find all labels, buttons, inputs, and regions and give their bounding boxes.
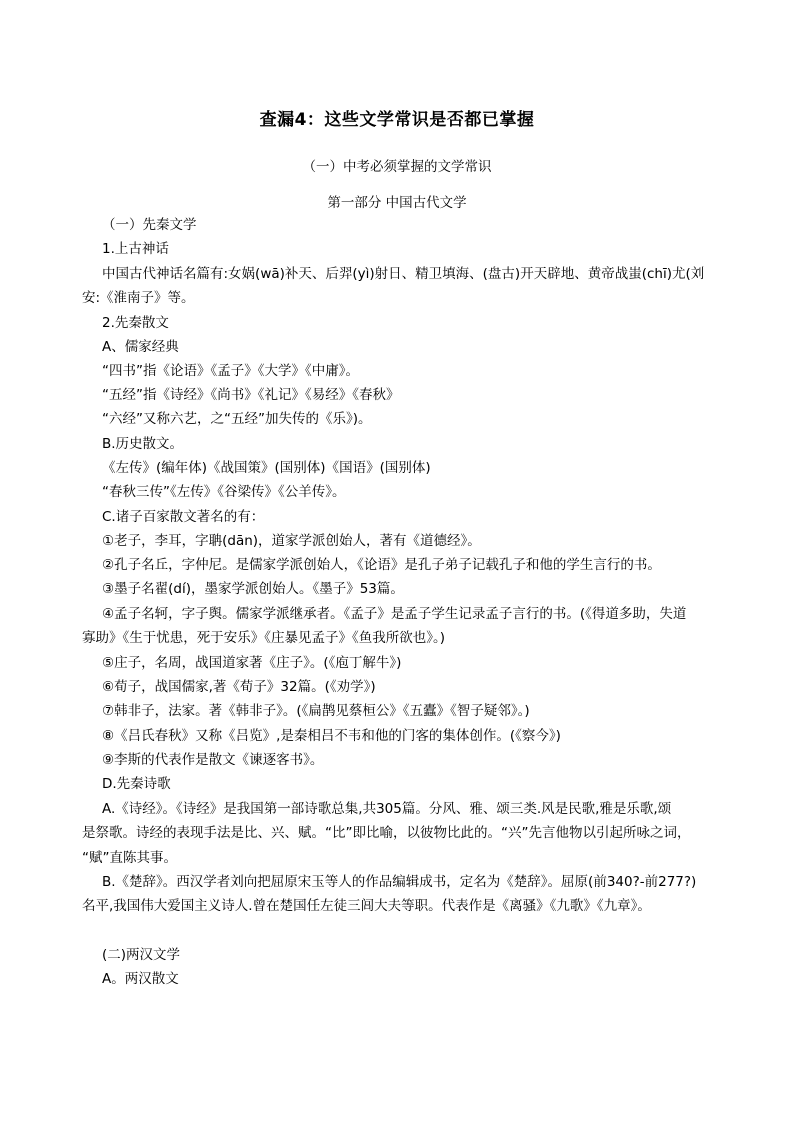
- item-mozi: ③墨子名翟(dí)，墨家学派创始人。《墨子》53篇。: [102, 581, 404, 597]
- paragraph-shijing-3: “赋”直陈其事。: [82, 850, 177, 866]
- text-three-commentaries: “春秋三传”《左传》《谷梁传》《公羊传》。: [102, 484, 346, 500]
- text-zuozhuan: 《左传》(编年体)《战国策》(国别体)《国语》(国别体): [102, 460, 431, 476]
- item-mencius-2: 寡助》《生于忧患，死于安乐》《庄暴见孟子》《鱼我所欲也》。): [82, 630, 446, 646]
- item-xunzi: ⑥荀子，战国儒家,著《荀子》32篇。(《劝学》): [102, 679, 376, 695]
- page-title: 查漏4：这些文学常识是否都已掌握: [259, 110, 535, 130]
- heading-pre-qin-poetry: D.先秦诗歌: [102, 776, 171, 792]
- paragraph-shijing-2: 是祭歌。诗经的表现手法是比、兴、赋。“比”即比喻，以彼物比此的。“兴”先言他物以引起所咏之词，: [82, 825, 691, 841]
- item-confucius: ②孔子名丘，字仲尼。是儒家学派创始人，《论语》是孔子弟子记载孔子和他的学生言行的书。: [102, 557, 661, 573]
- heading-prose: 2.先秦散文: [102, 315, 169, 331]
- item-lvshi-chunqiu: ⑧《吕氏春秋》又称《吕览》,是秦相吕不韦和他的门客的集体创作。(《察今》): [102, 728, 561, 744]
- section-title: （一）中考必须掌握的文学常识: [302, 159, 492, 175]
- heading-han-literature: (二)两汉文学: [102, 947, 181, 963]
- paragraph-shijing-1: A.《诗经》。《诗经》是我国第一部诗歌总集,共305篇。分风、雅、颂三类.风是民歌,雅是乐歌,颂: [102, 801, 672, 817]
- heading-confucian: A、儒家经典: [102, 339, 179, 355]
- paragraph-myths-2: 安:《淮南子》等。: [82, 290, 195, 306]
- item-hanfeizi: ⑦韩非子，法家。著《韩非子》。(《扁鹊见蔡桓公》《五蠹》《智子疑邻》。): [102, 703, 530, 719]
- heading-history-prose: B.历史散文。: [102, 436, 184, 452]
- item-mencius-1: ④孟子名轲，字子舆。儒家学派继承者。《孟子》是孟子学生记录孟子言行的书。(《得道多助，失道: [102, 606, 687, 622]
- item-zhuangzi: ⑤庄子，名周，战国道家著《庄子》。(《庖丁解牛》): [102, 655, 402, 671]
- item-laozi: ①老子，李耳，字聃(dān)，道家学派创始人，著有《道德经》。: [102, 533, 481, 549]
- paragraph-myths-1: 中国古代神话名篇有:女娲(wā)补天、后羿(yì)射日、精卫填海、(盘古)开天辟地、黄帝战蚩(chī)尤(刘: [102, 266, 705, 282]
- text-four-books: “四书”指《论语》《孟子》《大学》《中庸》。: [102, 363, 359, 379]
- heading-pre-qin: （一）先秦文学: [102, 217, 197, 233]
- text-six-classics: “六经”又称六艺，之“五经”加失传的《乐》)。: [102, 411, 372, 427]
- heading-han-prose: A。两汉散文: [102, 971, 179, 987]
- part-title: 第一部分 中国古代文学: [327, 195, 467, 211]
- text-five-classics: “五经”指《诗经》《尚书》《礼记》《易经》《春秋》: [102, 387, 400, 403]
- paragraph-chuci-1: B.《楚辞》。西汉学者刘向把屈原宋玉等人的作品编辑成书，定名为《楚辞》。屈原(前340?-前277?): [102, 874, 697, 890]
- item-lisi: ⑨李斯的代表作是散文《谏逐客书》。: [102, 752, 324, 768]
- heading-hundred-schools: C.诸子百家散文著名的有：: [102, 509, 265, 525]
- heading-myths: 1.上古神话: [102, 241, 169, 257]
- paragraph-chuci-2: 名平,我国伟大爱国主义诗人.曾在楚国任左徒三闾大夫等职。代表作是《离骚》《九歌》《九章》。: [82, 898, 651, 914]
